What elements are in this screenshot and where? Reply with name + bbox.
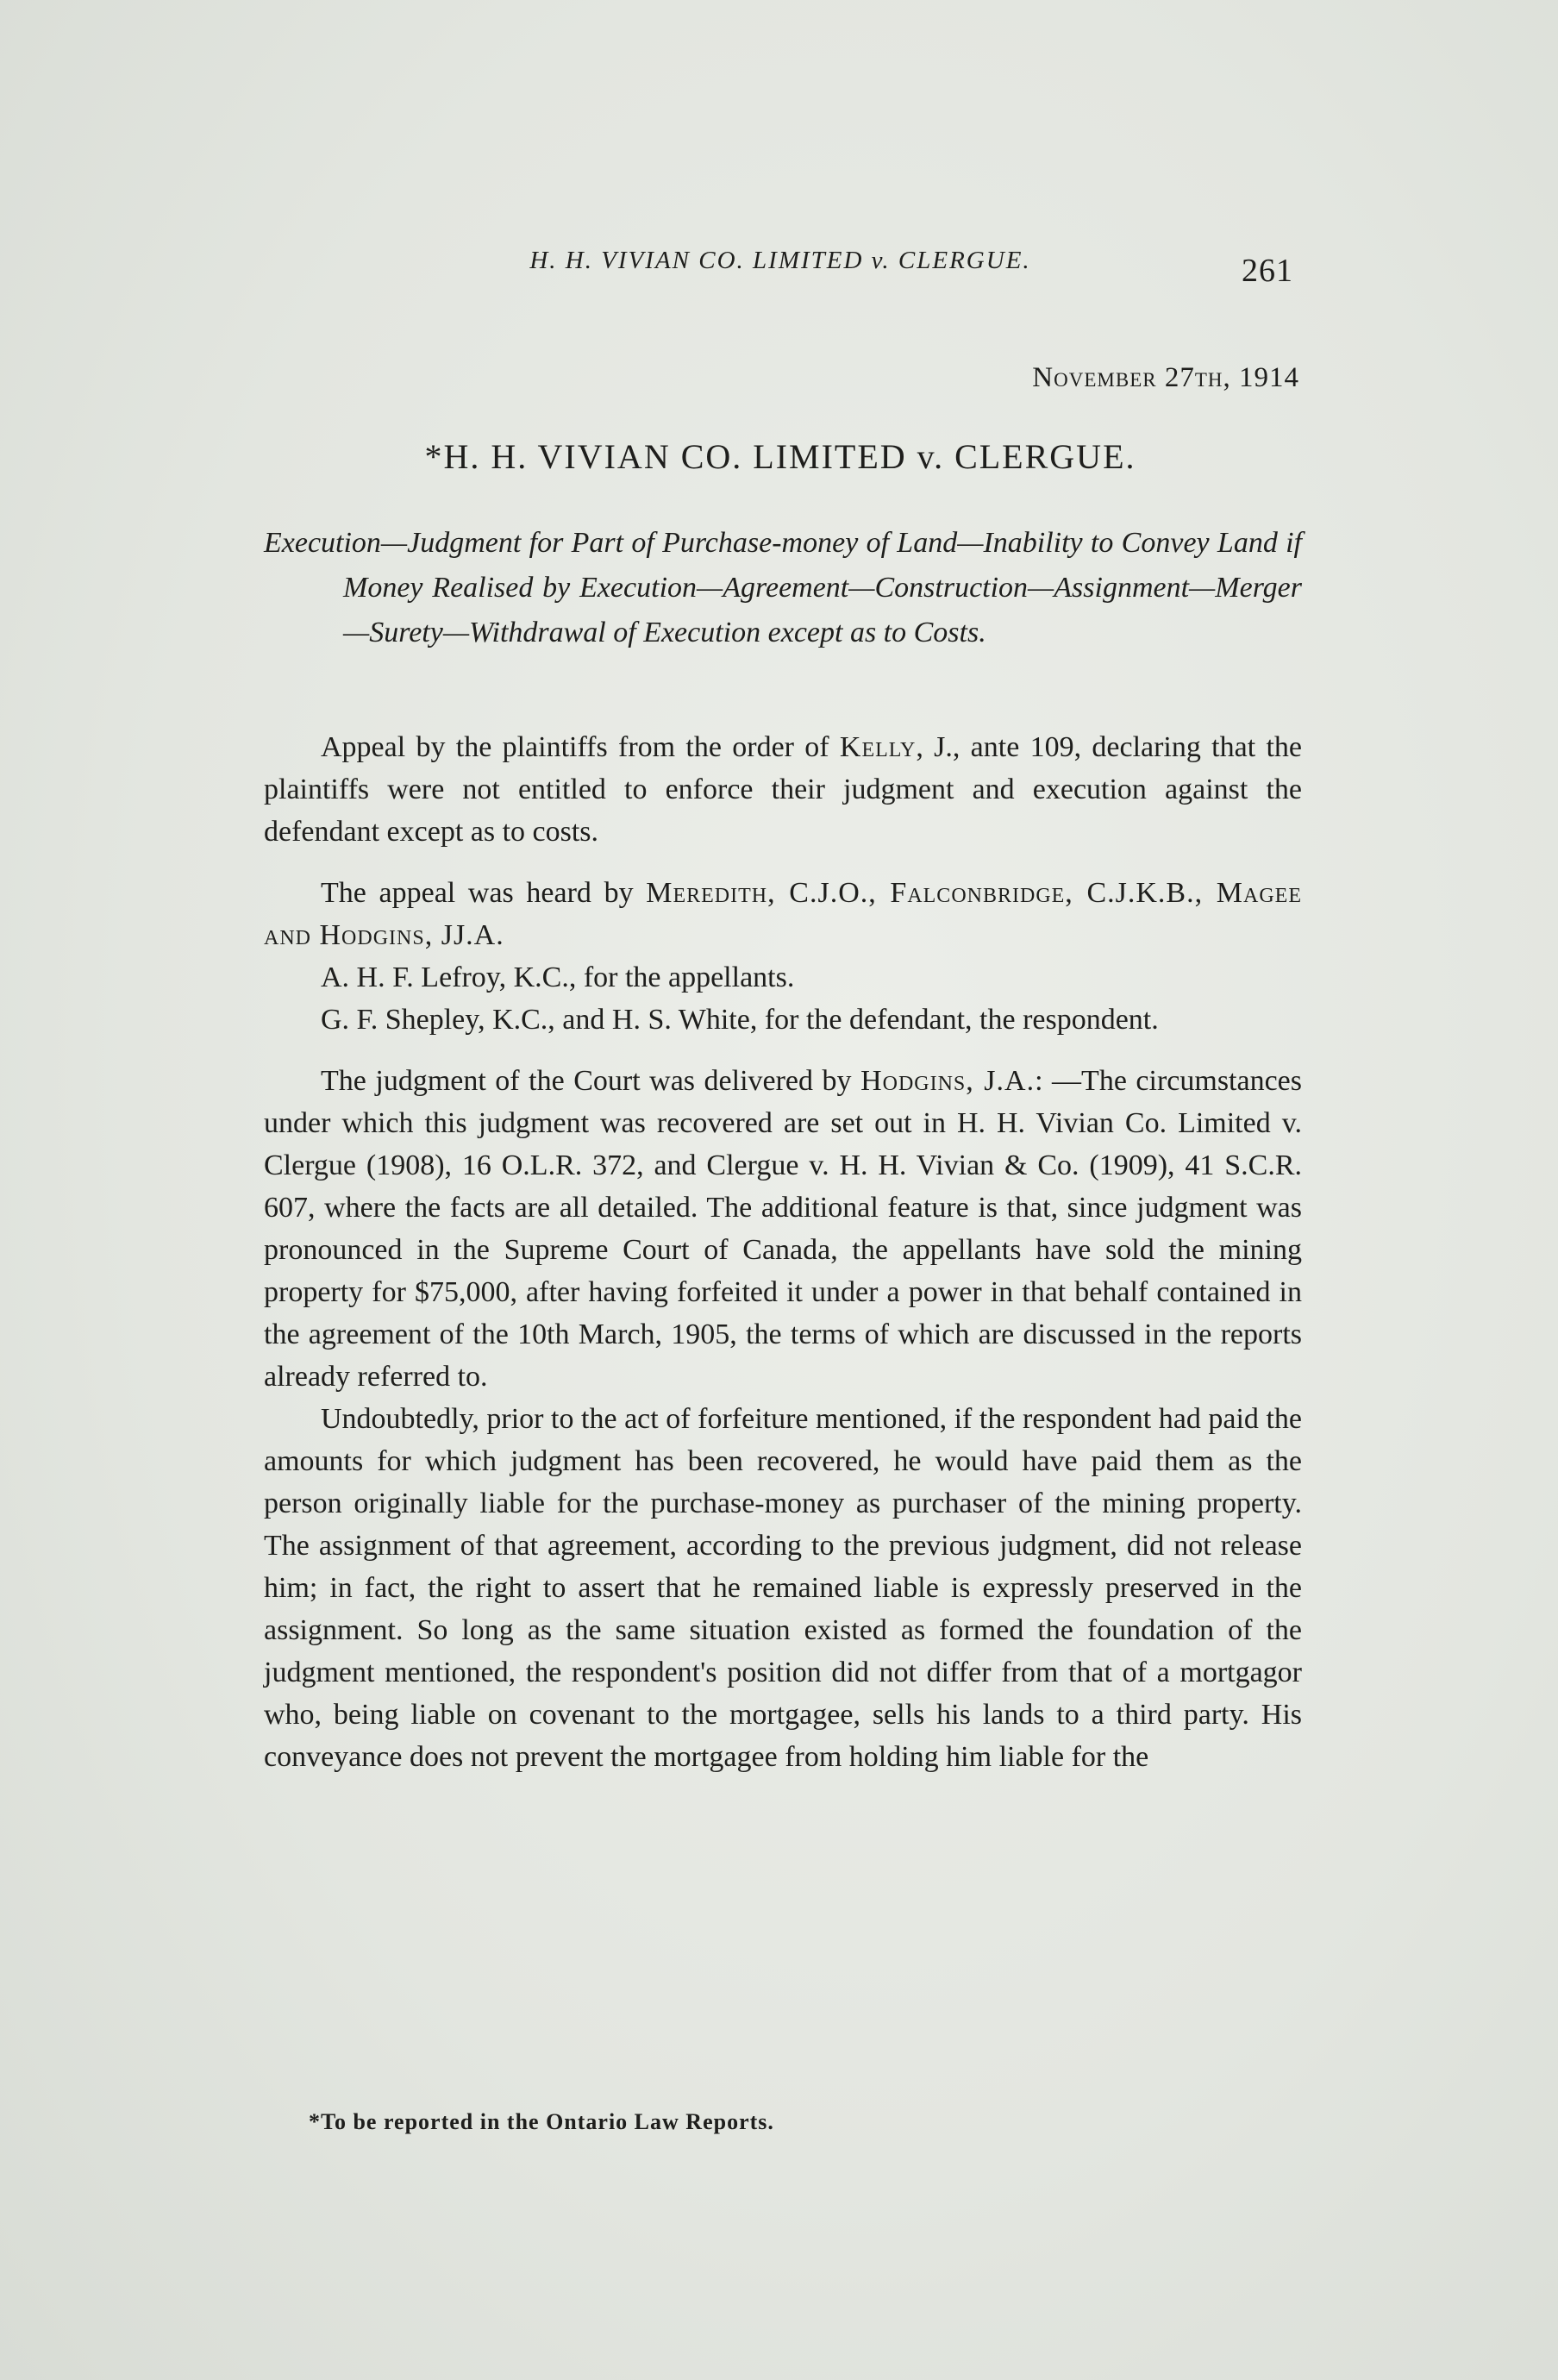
running-head: H. H. VIVIAN CO. LIMITED v. CLERGUE. — [529, 247, 1031, 274]
heard-paragraph: The appeal was heard by Meredith, C.J.O., Falconbridge, C.J.K.B., Magee and Hodgins, JJ.A. — [264, 877, 1302, 951]
counsel-appellants: A. H. F. Lefroy, K.C., for the appellants. — [321, 961, 795, 993]
judgment-judge: Hodgins, J.A. — [860, 1065, 1036, 1097]
undoubtedly-paragraph: Undoubtedly, prior to the act of forfeiture mentioned, if the respondent had paid the amounts for which judgment has been recovered, he would have paid them as the person originally liable for the purchase-money as purchaser of the mining property. The assignment of that agreement, according to the previous judgment, did not release him; in fact, the right to assert that he remained liable is expressly preserved in the assignment. So long as the same situation existed as formed the foundation of the judgment mentioned, the respondent's position did not differ from that of a mortgagor who, being liable on covenant to the mortgagee, sells his lands to a third party. His conveyance does not prevent the mortgagee from holding him liable for the — [264, 1403, 1302, 1773]
page-number: 261 — [1242, 253, 1293, 289]
judgment-paragraph: The judgment of the Court was delivered by Hodgins, J.A.: —The circumstances under which this judgment was recovered are set out in H. H. Vivian Co. Limited v. Clergue (1908), 16 O.L.R. 372, and Clergue v. H. H. Vivian & Co. (1909), 41 S.C.R. 607, where the facts are all detailed. The additional feature is that, since judgment was pronounced in the Supreme Court of Canada, the appellants have sold the mining property for $75,000, after having forfeited it under a power in that behalf contained in the agreement of the 10th March, 1905, the terms of which are discussed in the reports already referred to. — [264, 1065, 1303, 1393]
footnote: *To be reported in the Ontario Law Reports. — [309, 2109, 774, 2134]
appeal-paragraph: Appeal by the plaintiffs from the order of Kelly, J., ante 109, declaring that the plaintiffs were not entitled to enforce their judgment and execution against the defendant except as to costs. — [264, 731, 1302, 848]
date-line: November 27th, 1914 — [1032, 362, 1299, 393]
counsel-respondent: G. F. Shepley, K.C., and H. S. White, for the defendant, the respondent. — [321, 1004, 1159, 1036]
judges-names: Meredith, C.J.O., Falconbridge, C.J.K.B., Magee and Hodgins, JJ.A. — [264, 877, 1302, 951]
case-title: *H. H. VIVIAN CO. LIMITED v. CLERGUE. — [424, 437, 1136, 476]
headnote: Execution—Judgment for Part of Purchase-money of Land—Inability to Convey Land if Money Realised by Execution—Agreement—Construction—Assignment—Merger—Surety—Withdrawal of Execution except as to Costs. — [264, 527, 1302, 648]
body-text — [264, 726, 1302, 1778]
judge-name: Kelly — [839, 731, 917, 763]
